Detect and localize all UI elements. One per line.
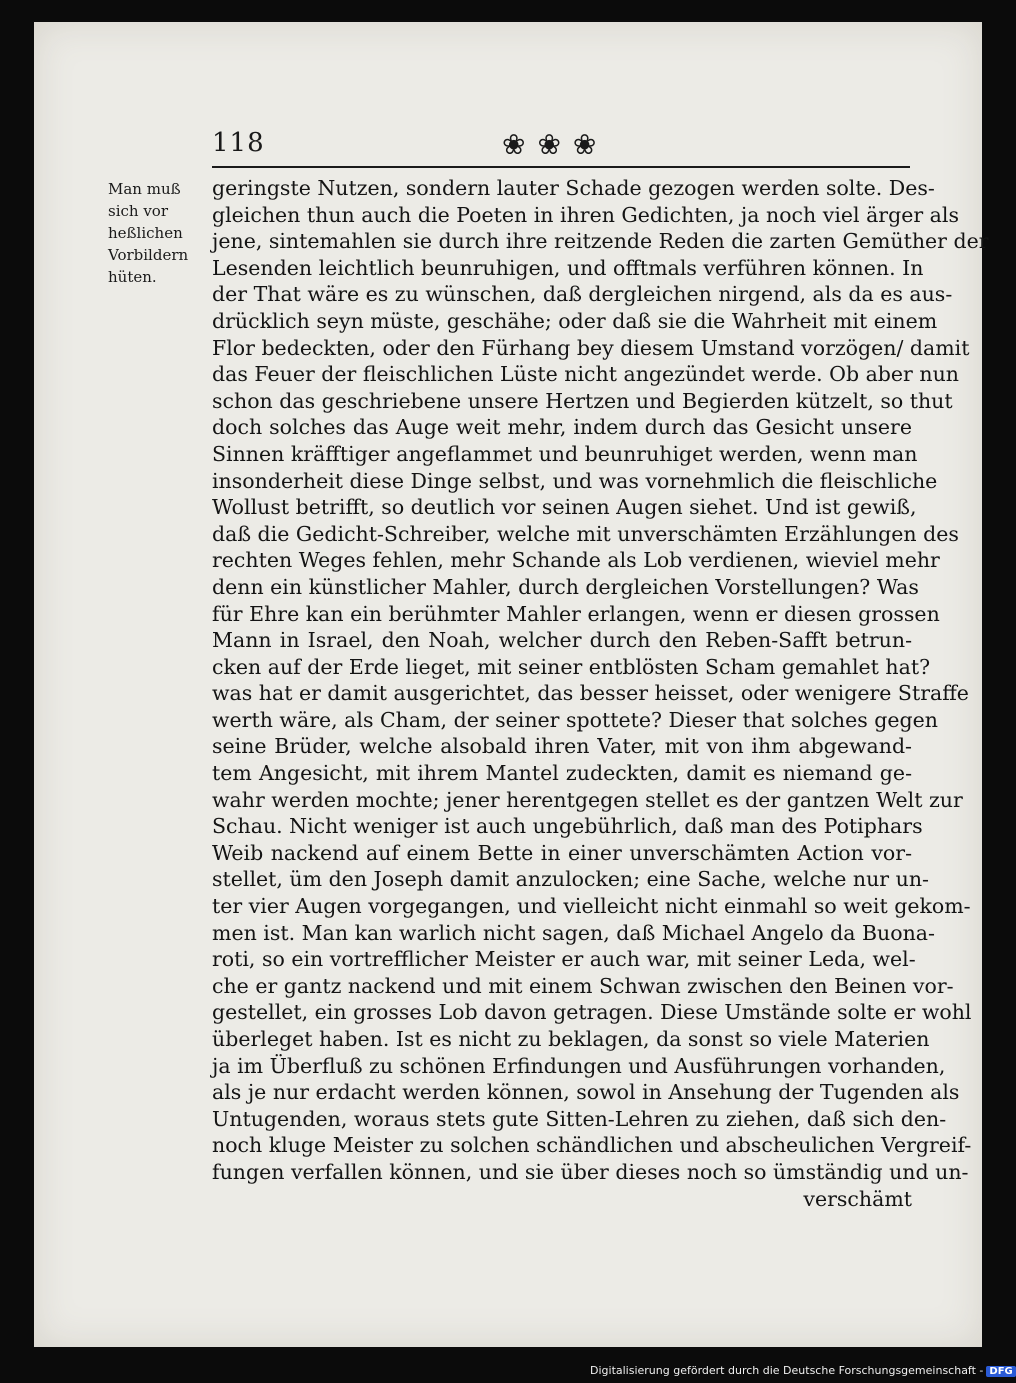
text-line: der That wäre es zu wünschen, daß dergleichen nirgend, als da es aus- (212, 282, 953, 307)
page-header (212, 128, 912, 164)
text-line: insonderheit diese Dinge selbst, und was vornehmlich die fleischliche (212, 468, 938, 493)
text-line: Sinnen kräfftiger angeflammet und beunruhiget werden, wenn man (212, 441, 918, 466)
text-line: als je nur erdacht werden können, sowol in Ansehung der Tugenden als (212, 1080, 960, 1105)
header-rule (212, 166, 910, 168)
text-line: denn ein künstlicher Mahler, durch dergleichen Vorstellungen? Was (212, 574, 919, 599)
text-line: Flor bedeckten, oder den Fürhang bey diesem Umstand vorzögen/ damit (212, 335, 970, 360)
text-line: gestellet, ein grosses Lob davon getragen. Diese Umstände solte er wohl (212, 1000, 972, 1025)
text-line: gleichen thun auch die Poeten in ihren Gedichten, ja noch viel ärger als (212, 202, 959, 227)
text-line: werth wäre, als Cham, der seiner spottete? Dieser that solches gegen (212, 707, 938, 732)
text-line: Schau. Nicht weniger ist auch ungebührlich, daß man des Potiphars (212, 814, 923, 839)
text-line: Mann in Israel, den Noah, welcher durch den Reben-Safft betrun- (212, 628, 912, 653)
text-line: doch solches das Auge weit mehr, indem durch das Gesicht unsere (212, 415, 912, 440)
text-line: noch kluge Meister zu solchen schändlichen und abscheulichen Vergreif- (212, 1133, 972, 1158)
text-line: überleget haben. Ist es nicht zu beklagen, da sonst so viele Materien (212, 1027, 930, 1051)
text-line: men ist. Man kan warlich nicht sagen, daß Michael Angelo da Buona- (212, 920, 935, 945)
text-line: ja im Überfluß zu schönen Erfindungen und Ausführungen vorhanden, (212, 1053, 946, 1078)
text-line: tem Angesicht, mit ihrem Mantel zudeckten, damit es niemand ge- (212, 761, 912, 786)
text-line: drücklich seyn müste, geschähe; oder daß sie die Wahrheit mit einem (212, 308, 938, 333)
text-line: Lesenden leichtlich beunruhigen, und offtmals verführen können. In (212, 255, 924, 280)
text-line: schon das geschriebene unsere Hertzen und Begierden kützelt, so thut (212, 388, 953, 413)
text-line: geringste Nutzen, sondern lauter Schade gezogen werden solte. Des- (212, 176, 935, 200)
marginal-note-line: heßlichen (108, 224, 183, 242)
text-line: Untugenden, woraus stets gute Sitten-Lehren zu ziehen, daß sich den- (212, 1106, 947, 1131)
text-line: wahr werden mochte; jener herentgegen stellet es der gantzen Welt zur (212, 787, 963, 812)
body-text (212, 175, 989, 1212)
marginal-note-line: hüten. (108, 268, 157, 286)
text-line: che er gantz nackend und mit einem Schwan zwischen den Beinen vor- (212, 973, 954, 998)
digitization-credit (590, 1364, 1016, 1377)
marginal-note-line: sich vor (108, 202, 168, 220)
dfg-logo[interactable]: DFG (986, 1366, 1015, 1377)
catchword: verschämt (803, 1186, 912, 1211)
text-line: fungen verfallen können, und sie über dieses noch so ümständig und un- (212, 1159, 969, 1184)
text-line: cken auf der Erde lieget, mit seiner entblösten Scham gemahlet hat? (212, 654, 931, 679)
text-line: Weib nackend auf einem Bette in einer unverschämten Action vor- (212, 840, 912, 865)
marginal-note-line: Man muß (108, 180, 181, 198)
text-line: daß die Gedicht-Schreiber, welche mit unverschämten Erzählungen des (212, 521, 959, 546)
ornament-icon: ❀❀❀ (502, 128, 609, 161)
marginal-note (108, 178, 208, 288)
text-line: ter vier Augen vorgegangen, und vielleicht nicht einmahl so weit gekom- (212, 894, 971, 919)
credit-text: Digitalisierung gefördert durch die Deutsche Forschungsgemeinschaft - (590, 1364, 984, 1377)
text-line: jene, sintemahlen sie durch ihre reitzende Reden die zarten Gemüther der (212, 229, 989, 254)
marginal-note-line: Vorbildern (108, 246, 189, 264)
text-line: rechten Weges fehlen, mehr Schande als Lob verdienen, wieviel mehr (212, 548, 940, 573)
text-line: stellet, üm den Joseph damit anzulocken; eine Sache, welche nur un- (212, 867, 929, 892)
text-line: seine Brüder, welche alsobald ihren Vater, mit von ihm abgewand- (212, 734, 912, 759)
text-line: roti, so ein vortrefflicher Meister er auch war, mit seiner Leda, wel- (212, 947, 916, 972)
text-line: das Feuer der fleischlichen Lüste nicht angezündet werde. Ob aber nun (212, 362, 959, 387)
page-number: 118 (212, 128, 265, 158)
text-line: was hat er damit ausgerichtet, das besser heisset, oder wenigere Straffe (212, 681, 969, 706)
text-line: für Ehre kan ein berühmter Mahler erlangen, wenn er diesen grossen (212, 601, 940, 626)
text-line: Wollust betrifft, so deutlich vor seinen Augen siehet. Und ist gewiß, (212, 495, 917, 520)
